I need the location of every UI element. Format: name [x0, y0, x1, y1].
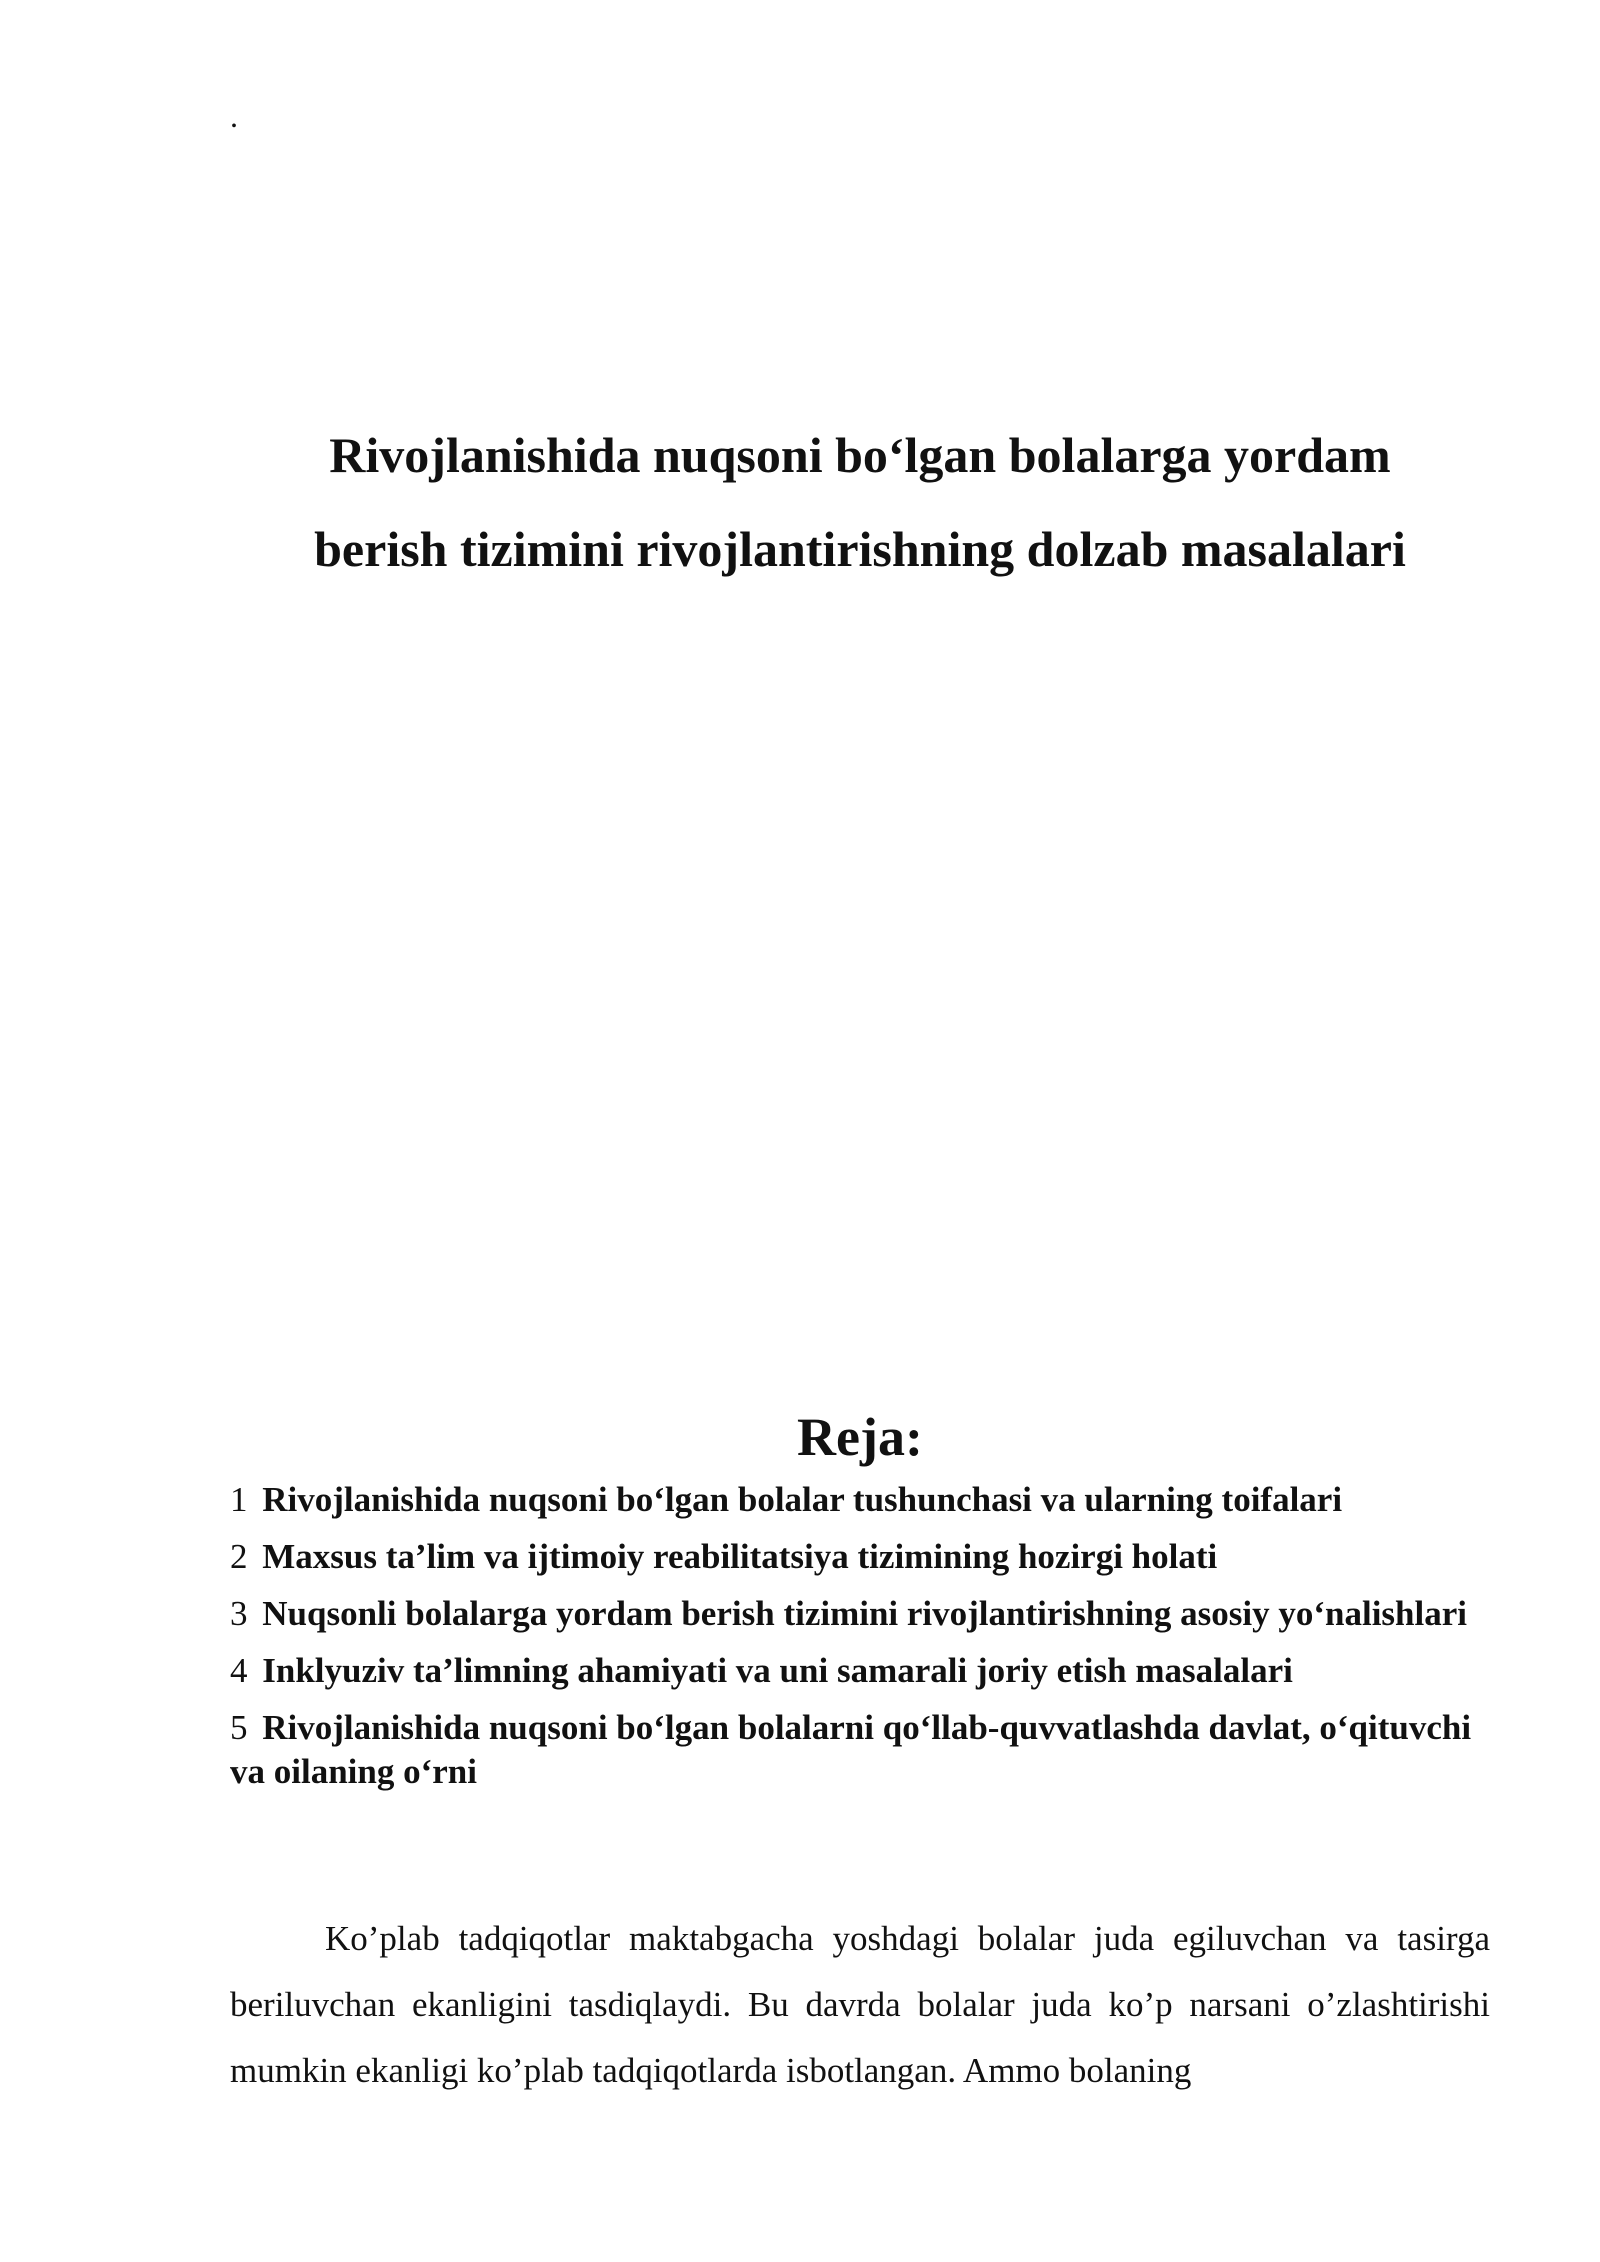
plan-item-text: Nuqsonli bolalarga yordam berish tizimini rivojlantirishning asosiy yo‘nalishlari — [262, 1594, 1467, 1633]
plan-item-number: 2 — [230, 1537, 248, 1576]
plan-item-4 — [230, 1649, 1490, 1693]
body-paragraph: Ko’plab tadqiqotlar maktabgacha yoshdagi bolalar juda egiluvchan va tasirga beriluvchan ekanligini tasdiqlaydi. Bu davrda bolalar juda ko’p narsani o’zlashtirishi mumkin ekanligi ko’plab tadqiqotlarda isbotlangan. Ammo bolaning — [230, 1919, 1490, 2090]
plan-item-number: 1 — [230, 1480, 248, 1519]
plan-item-2 — [230, 1535, 1490, 1579]
plan-item-text: Maxsus ta’lim va ijtimoiy reabilitatsiya tizimining hozirgi holati — [262, 1537, 1218, 1576]
plan-list — [230, 1478, 1490, 1807]
plan-item-text: Inklyuziv ta’limning ahamiyati va uni samarali joriy etish masalalari — [262, 1651, 1293, 1690]
title-line-2: berish tizimini rivojlantirishning dolzab masalalari — [314, 521, 1406, 577]
plan-item-text: Rivojlanishida nuqsoni bo‘lgan bolalarni qo‘llab-quvvatlashda davlat, o‘qituvchi va oilaning o‘rni — [230, 1708, 1472, 1791]
plan-item-number: 3 — [230, 1594, 248, 1633]
page-dot: . — [230, 98, 238, 134]
plan-item-text: Rivojlanishida nuqsoni bo‘lgan bolalar tushunchasi va ularning toifalari — [262, 1480, 1343, 1519]
plan-item-1 — [230, 1478, 1490, 1522]
plan-item-number: 5 — [230, 1708, 248, 1747]
document-title — [230, 408, 1490, 596]
plan-item-3 — [230, 1592, 1490, 1636]
plan-item-number: 4 — [230, 1651, 248, 1690]
plan-item-5 — [230, 1706, 1490, 1794]
plan-heading: Reja: — [797, 1407, 923, 1467]
title-line-1: Rivojlanishida nuqsoni bo‘lgan bolalarga yordam — [329, 427, 1391, 483]
